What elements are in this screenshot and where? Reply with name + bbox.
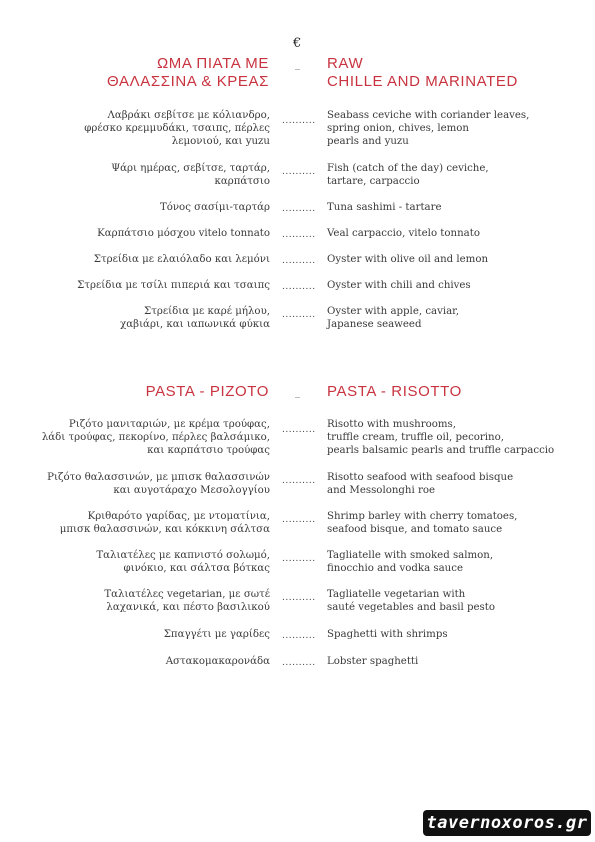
item-name-en: Oyster with apple, caviar, Japanese seaweed [327,306,460,330]
item-name-en: Risotto with mushrooms, truffle cream, truffle oil, pecorino, pearls balsamic pearls and truffle carpaccio [327,419,555,456]
leader-dots: .......... [282,256,316,266]
title-en-line: CHILLE AND MARINATED [327,73,518,90]
section-title-gr [29,383,269,401]
item-name-gr: Καρπάτσιο μόσχου vitelo tonnato [97,228,270,239]
leader-dots: .......... [282,554,316,564]
item-name-en: Veal carpaccio, vitelo tonnato [327,228,480,239]
leader-dots: .......... [282,631,316,641]
item-name-en: Tagliatelle vegetarian with sauté vegetables and basil pesto [327,589,495,613]
item-name-en: Spaghetti with shrimps [327,629,448,640]
item-name-en: Seabass ceviche with coriander leaves, spring onion, chives, lemon pearls and yuzu [327,110,530,147]
leader-dots: .......... [282,476,316,486]
section-separator: _ [295,387,300,398]
title-gr-line: ΩΜΑ ΠΙΑΤΑ ΜΕ [156,55,269,72]
leader-dots: .......... [282,230,316,240]
leader-dots: .......... [282,658,316,668]
section-separator: _ [295,59,300,70]
title-en-line: PASTA - RISOTTO [327,383,462,400]
leader-dots: .......... [282,116,316,126]
item-name-en: Oyster with olive oil and lemon [327,254,489,265]
item-name-gr: Ταλιατέλες vegetarian, με σωτέ λαχανικά, και πέστο βασιλικού [104,589,270,613]
section-title-en [327,383,587,401]
item-name-gr: Λαβράκι σεβίτσε με κόλιανδρο, φρέσκο κρεμμυδάκι, τσαιπς, πέρλες λεμονιού, και yuzu [84,110,270,147]
leader-dots: .......... [282,593,316,603]
item-name-gr: Τόνος σασίμι-ταρτάρ [159,202,270,213]
leader-dots: .......... [282,310,316,320]
item-name-en: Tuna sashimi - tartare [327,202,442,213]
item-name-en: Shrimp barley with cherry tomatoes, seafood bisque, and tomato sauce [327,511,518,535]
leader-dots: .......... [282,515,316,525]
watermark-logo [423,810,591,836]
watermark-text: tavernoxoros.gr [426,813,588,833]
section-title-en [327,55,587,91]
title-gr-line: ΘΑΛΑΣΣΙΝΑ & ΚΡΕΑΣ [107,73,269,90]
item-name-en: Lobster spaghetti [327,656,419,667]
leader-dots: .......... [282,425,316,435]
item-name-gr: Ψάρι ημέρας, σεβίτσε, ταρτάρ, καρπάτσιο [111,163,270,187]
item-name-gr: Κριθαρότο γαρίδας, με ντοματίνια, μπισκ θαλασσινών, και κόκκινη σάλτσα [59,511,270,535]
item-name-en: Tagliatelle with smoked salmon, finocchio and vodka sauce [327,550,494,574]
leader-dots: .......... [282,167,316,177]
item-name-en: Fish (catch of the day) ceviche, tartare, carpaccio [327,163,489,187]
item-name-en: Risotto seafood with seafood bisque and Messolonghi roe [327,472,514,496]
item-name-gr: Ταλιατέλες με καπνιστό σολωμό, φινόκιο, και σάλτσα βότκας [96,550,270,574]
leader-dots: .......... [282,282,316,292]
section-title-gr [29,55,269,91]
item-name-gr: Στρείδια με ελαιόλαδο και λεμόνι [93,254,270,265]
item-name-gr: Ριζότο θαλασσινών, με μπισκ θαλασσινών και αυγοτάραχο Μεσολογγίου [47,472,270,496]
item-name-gr: Αστακομακαρονάδα [165,656,270,667]
item-name-gr: Σπαγγέτι με γαρίδες [163,629,270,640]
title-gr-line: PASTA - PIZOTO [145,383,269,400]
item-name-gr: Στρείδια με τσίλι πιπεριά και τσαιπς [77,280,270,291]
leader-dots: .......... [282,204,316,214]
item-name-gr: Ριζότο μανιταριών, με κρέμα τρούφας, λάδι τρούφας, πεκορίνο, πέρλες βαλσάμικο, και καρπάτσιο τρούφας [41,419,270,456]
item-name-gr: Στρείδια με καρέ μήλου, χαβιάρι, και ιαπωνικά φύκια [120,306,270,330]
currency-symbol: € [293,36,302,51]
title-en-line: RAW [327,55,364,72]
item-name-en: Oyster with chili and chives [327,280,471,291]
